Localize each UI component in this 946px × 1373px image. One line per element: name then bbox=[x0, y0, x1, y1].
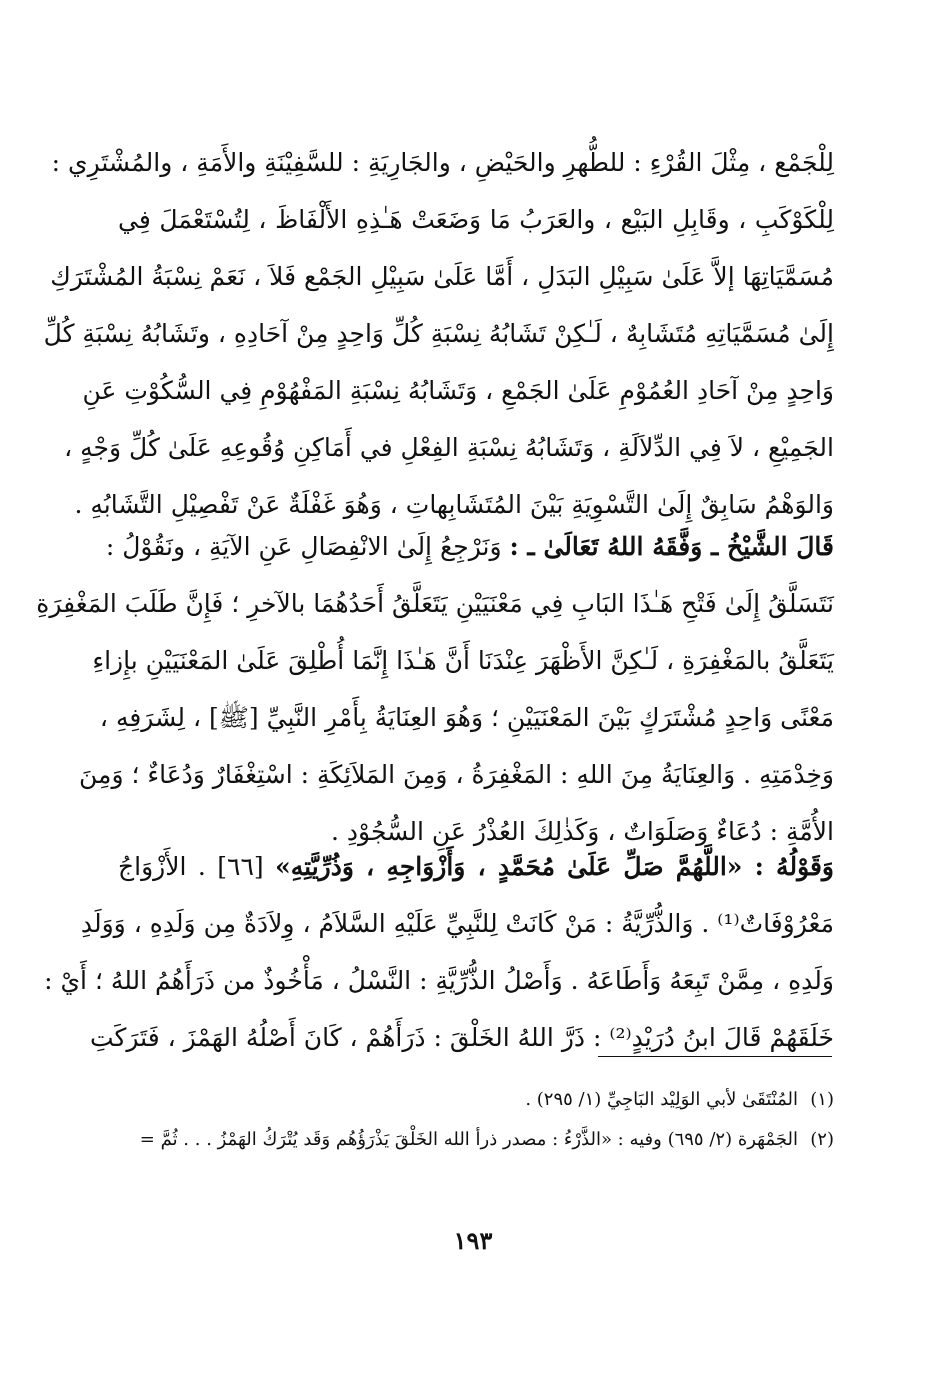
footnote-separator bbox=[598, 1056, 832, 1057]
paragraph-lead: وَقَوْلُهُ : «اللَّهُمَّ صَلِّ عَلَىٰ مُحَمَّدٍ ، وَأَزْوَاجِهِ ، وَذُرِّيَّتِهِ» bbox=[275, 852, 835, 881]
text-line: وَخِدْمَتِهِ . وَالعِنَايَةُ مِنَ اللهِ : المَغْفِرَةُ ، وَمِنَ المَلاَئِكَةِ : اسْتِغْفَارٌ وَدُعَاءٌ ؛ وَمِنَ bbox=[79, 760, 834, 789]
text-line: خَلَقَهُمْ قَالَ ابنُ دُرَيْدٍ⁽²⁾ : ذَرَّ اللهُ الخَلْقَ : ذَرَأَهُمْ ، كَانَ أَصْلُهُ الهَمْزَ ، فَتَرَكَتِ bbox=[89, 1023, 834, 1052]
text-line: إِلَىٰ مُسَمَّيَاتِهِ مُتَشَابِهٌ ، لَـٰكِنْ تَشَابُهُ نِسْبَةِ كُلِّ وَاحِدٍ مِنْ آحَادِهِ ، وتَشَابُهُ نِسْبَةِ كُلِّ bbox=[43, 319, 834, 348]
text-line: لِلْجَمْع ، مِثْلَ القُرْءِ : للطُّهرِ والحَيْضِ ، والجَارِيَةِ : للسَّفِيْنَةِ والأَمَةِ ، والمُشْتَرِي : bbox=[51, 148, 834, 177]
text-line: مَعْرُوْفَاتٌ⁽¹⁾ . وَالذُّرِّيَّةُ : مَنْ كَانَتْ لِلنَّبِيِّ عَلَيْهِ السَّلاَمُ ، وِلاَدَةٌ مِن وَلَدِهِ ، وَوَلَدِ bbox=[80, 909, 834, 938]
text-line: مُسَمَّيَاتِهَا إلاَّ عَلَىٰ سَبِيْلِ البَدَلِ ، أَمَّا عَلَىٰ سَبِيْلِ الجَمْع فَلاَ ، نَعَمْ نِسْبَةُ المُشْتَرَكِ bbox=[50, 262, 834, 291]
footnotes bbox=[118, 1080, 834, 1160]
text-line: الأُمَّةِ : دُعَاءٌ وَصَلَوَاتٌ ، وَكَذٰلِكَ العُذْرُ عَنِ السُّجُوْدِ . bbox=[331, 817, 834, 846]
footnote-number: (٢) bbox=[810, 1129, 834, 1150]
footnote-2 bbox=[118, 1120, 834, 1160]
text-line: الجَمِيْعِ ، لاَ فِي الدِّلاَلَةِ ، وَتَشَابُهُ نِسْبَةِ الفِعْلِ في أَمَاكِنِ وُقُوعِهِ عَلَىٰ كُلِّ وَجْهٍ ، bbox=[64, 433, 834, 462]
text-line: وَالوَهْمُ سَابِقٌ إِلَىٰ التَّسْوِيَةِ بَيْنَ المُتَشَابِهاتِ ، وَهُوَ غَفْلَةٌ عَنْ تَفْصِيْلِ التَّشَابُهِ . bbox=[74, 490, 834, 519]
text-line: لِلْكَوْكَبِ ، وقَابِلِ البَيْع ، والعَرَبُ مَا وَضَعَتْ هَـٰذِهِ الأَلْفَاظَ ، لِتُسْتَعْمَلَ فِي bbox=[118, 205, 834, 234]
text-line: مَعْنًى وَاحِدٍ مُشْتَرَكٍ بَيْنَ المَعْنَيَيْنِ ؛ وَهُوَ العِنَايَةُ بِأَمْرِ النَّبِيِّ [ﷺ] ، لِشَرَفِهِ ، bbox=[99, 703, 834, 732]
paragraph-1 bbox=[43, 134, 834, 533]
page-number: ١٩٣ bbox=[453, 1226, 493, 1255]
text-line-continuation: [٦٦] . الأَزْوَاجُ bbox=[118, 852, 264, 881]
text-line-continuation: وَنَرْجِعُ إِلَىٰ الانْفِصَالِ عَنِ الآيَةِ ، ونَقُوْلُ : bbox=[105, 532, 502, 561]
text-line: وَاحِدٍ مِنْ آحَادِ العُمُوْمِ عَلَىٰ الجَمْعِ ، وَتَشَابُهُ نِسْبَةِ المَفْهُوْمِ فِي السُّكُوْتِ عَنِ bbox=[82, 376, 834, 405]
footnote-text: المُنْتَقَىٰ لأبي الوَلِيْد البَاجِيِّ (١/ ٢٩٥) . bbox=[525, 1089, 798, 1110]
footnote-1 bbox=[118, 1080, 834, 1120]
text-line: يَتَعَلَّقُ بالمَغْفِرَةِ ، لَـٰكِنَّ الأَظْهَرَ عِنْدَنَا أَنَّ هَـٰذَا إِنَّمَا أُطْلِقَ عَلَىٰ المَعْنَيَيْنِ بإِزاءِ bbox=[92, 646, 834, 675]
paragraph-lead: قَالَ الشَّيْخُ ـ وَفَّقَهُ اللهُ تَعَالَىٰ ـ : bbox=[509, 532, 834, 561]
footnote-text: الجَمْهَرة (٢/ ٦٩٥) وفيه : «الذَّرْءُ : مصدر ذرأ الله الخَلْقَ يَذْرَؤُهُم وَقَد يُتْرَكُ الهَمْزُ . . . ثُمَّ = bbox=[139, 1129, 798, 1150]
text-line: نَتَسَلَّقُ إِلَىٰ فَتْحِ هَـٰذَا البَابِ فِي مَعْنَيَيْنِ يَتَعَلَّقُ أَحَدُهُمَا بالآخرِ ؛ فَإِنَّ طَلَبَ المَغْفِرَةِ bbox=[36, 589, 834, 618]
paragraph-3 bbox=[44, 838, 835, 1066]
footnote-number: (١) bbox=[810, 1089, 834, 1110]
text-line bbox=[118, 838, 834, 895]
paragraph-2 bbox=[36, 518, 834, 860]
text-line bbox=[105, 518, 834, 575]
text-line: وَلَدِهِ ، مِمَّنْ تَبِعَهُ وَأَطَاعَهُ . وَأَصْلُ الذُّرِّيَّةِ : النَّسْلُ ، مَأْخُوذٌ من ذَرَأَهُمُ اللهُ ؛ أَيْ : bbox=[44, 966, 834, 995]
